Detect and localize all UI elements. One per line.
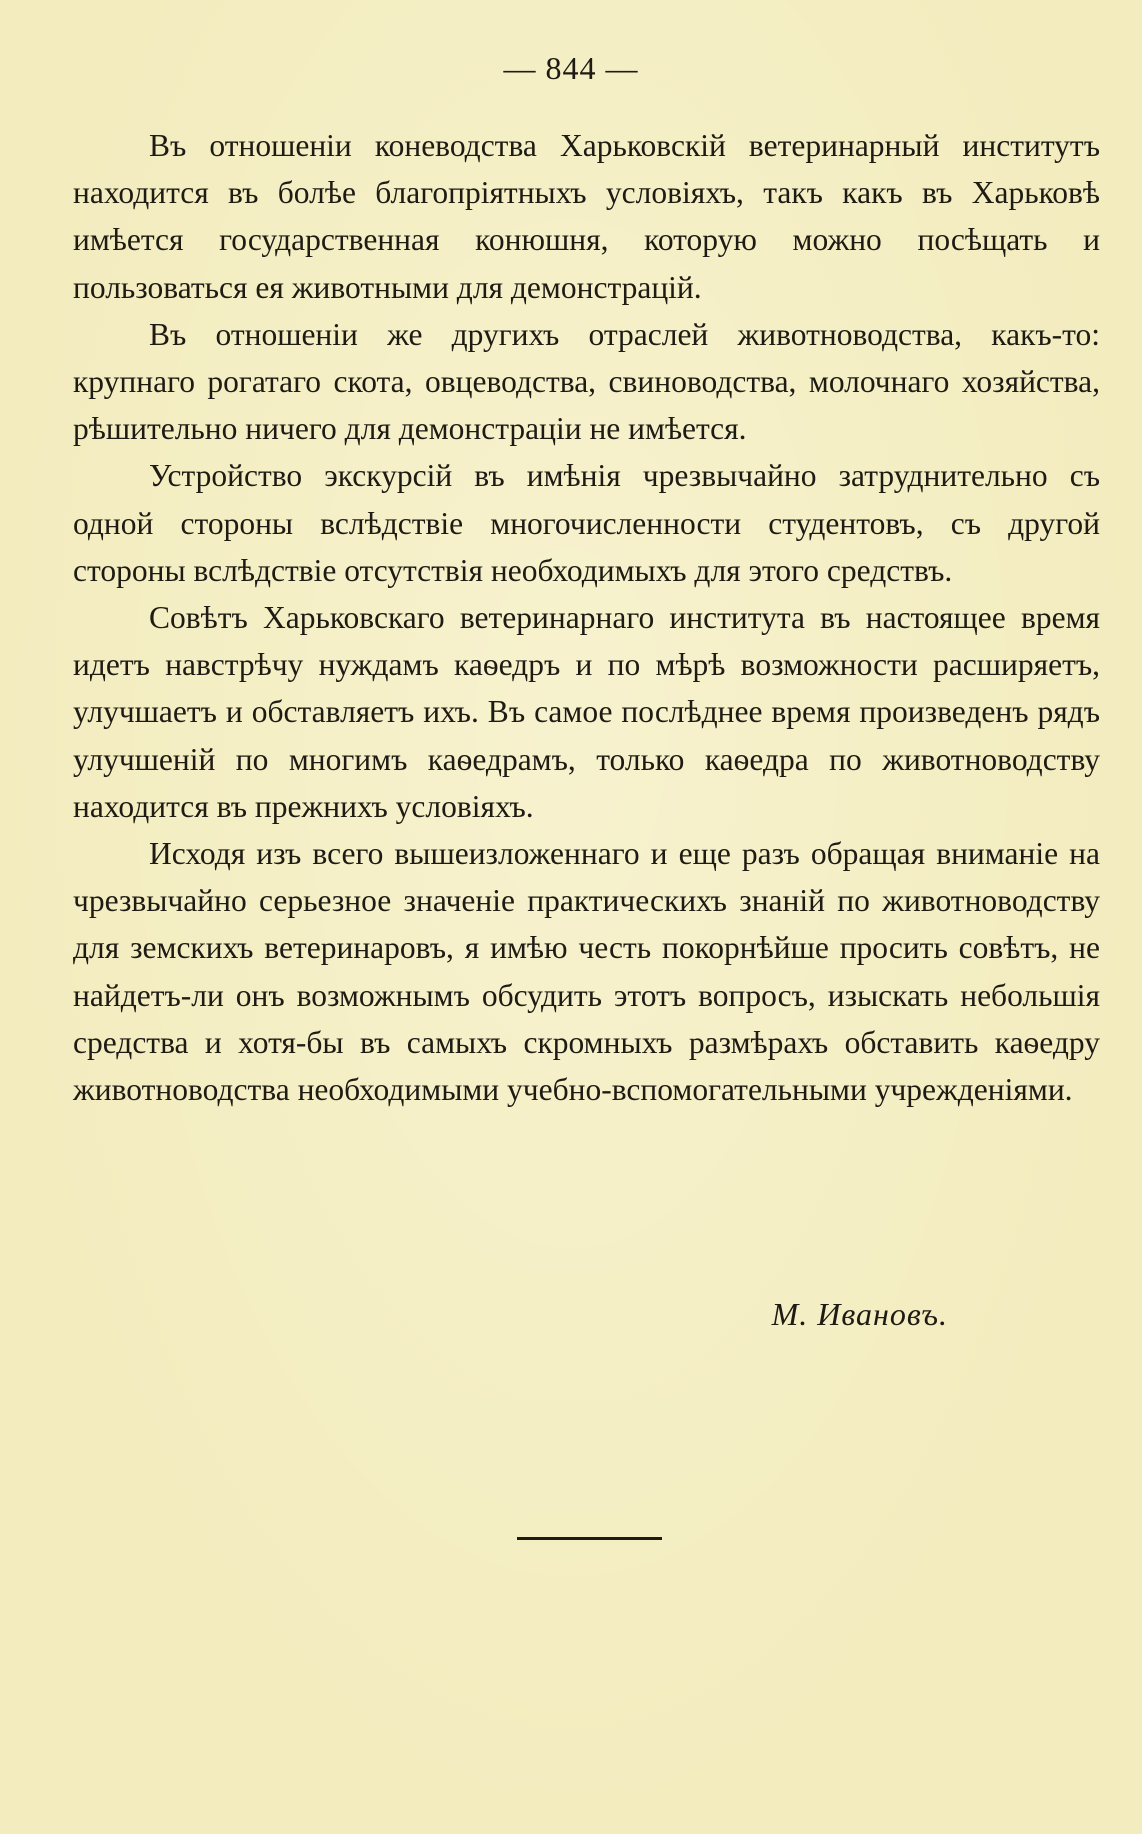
paragraph-horse-breeding: Въ отношеніи коневодства Харьковскій ветеринарный институтъ находится въ болѣе благопріятныхъ условіяхъ, такъ какъ въ Харьковѣ имѣется государственная конюшня, которую можно посѣщать и пользоваться ея животными для демонстрацій. — [73, 128, 1100, 305]
author-signature: М. Ивановъ. — [771, 1296, 948, 1332]
body-text — [73, 122, 1100, 1113]
closing-rule — [517, 1537, 662, 1540]
paragraph-institute-council: Совѣтъ Харьковскаго ветеринарнаго института въ настоящее время идетъ навстрѣчу нуждамъ каѳедръ и по мѣрѣ возможности расширяетъ, улучшаетъ и обставляетъ ихъ. Въ самое послѣднее время произведенъ рядъ улучшеній по многимъ каѳедрамъ, только каѳедра по животноводству находится въ прежнихъ условіяхъ. — [73, 600, 1100, 824]
page-number: — 844 — — [503, 50, 639, 86]
paragraph-excursions: Устройство экскурсій въ имѣнія чрезвычайно затруднительно съ одной стороны вслѣдствіе многочисленности студентовъ, съ другой стороны вслѣдствіе отсутствія необходимыхъ для этого средствъ. — [73, 458, 1100, 588]
paragraph-request: Исходя изъ всего вышеизложеннаго и еще разъ обращая вниманіе на чрезвычайно серьезное значеніе практическихъ знаній по животноводству для земскихъ ветеринаровъ, я имѣю честь покорнѣйше просить совѣтъ, не найдетъ-ли онъ возможнымъ обсудить этотъ вопросъ, изыскать небольшія средства и хотя-бы въ самыхъ скромныхъ размѣрахъ обставить каѳедру животноводства необходимыми учебно-вспомогательными учрежденіями. — [73, 836, 1100, 1108]
paragraph-other-branches: Въ отношеніи же другихъ отраслей животноводства, какъ-то: крупнаго рогатаго скота, овцеводства, свиноводства, молочнаго хозяйства, рѣшительно ничего для демонстраціи не имѣется. — [73, 316, 1100, 447]
